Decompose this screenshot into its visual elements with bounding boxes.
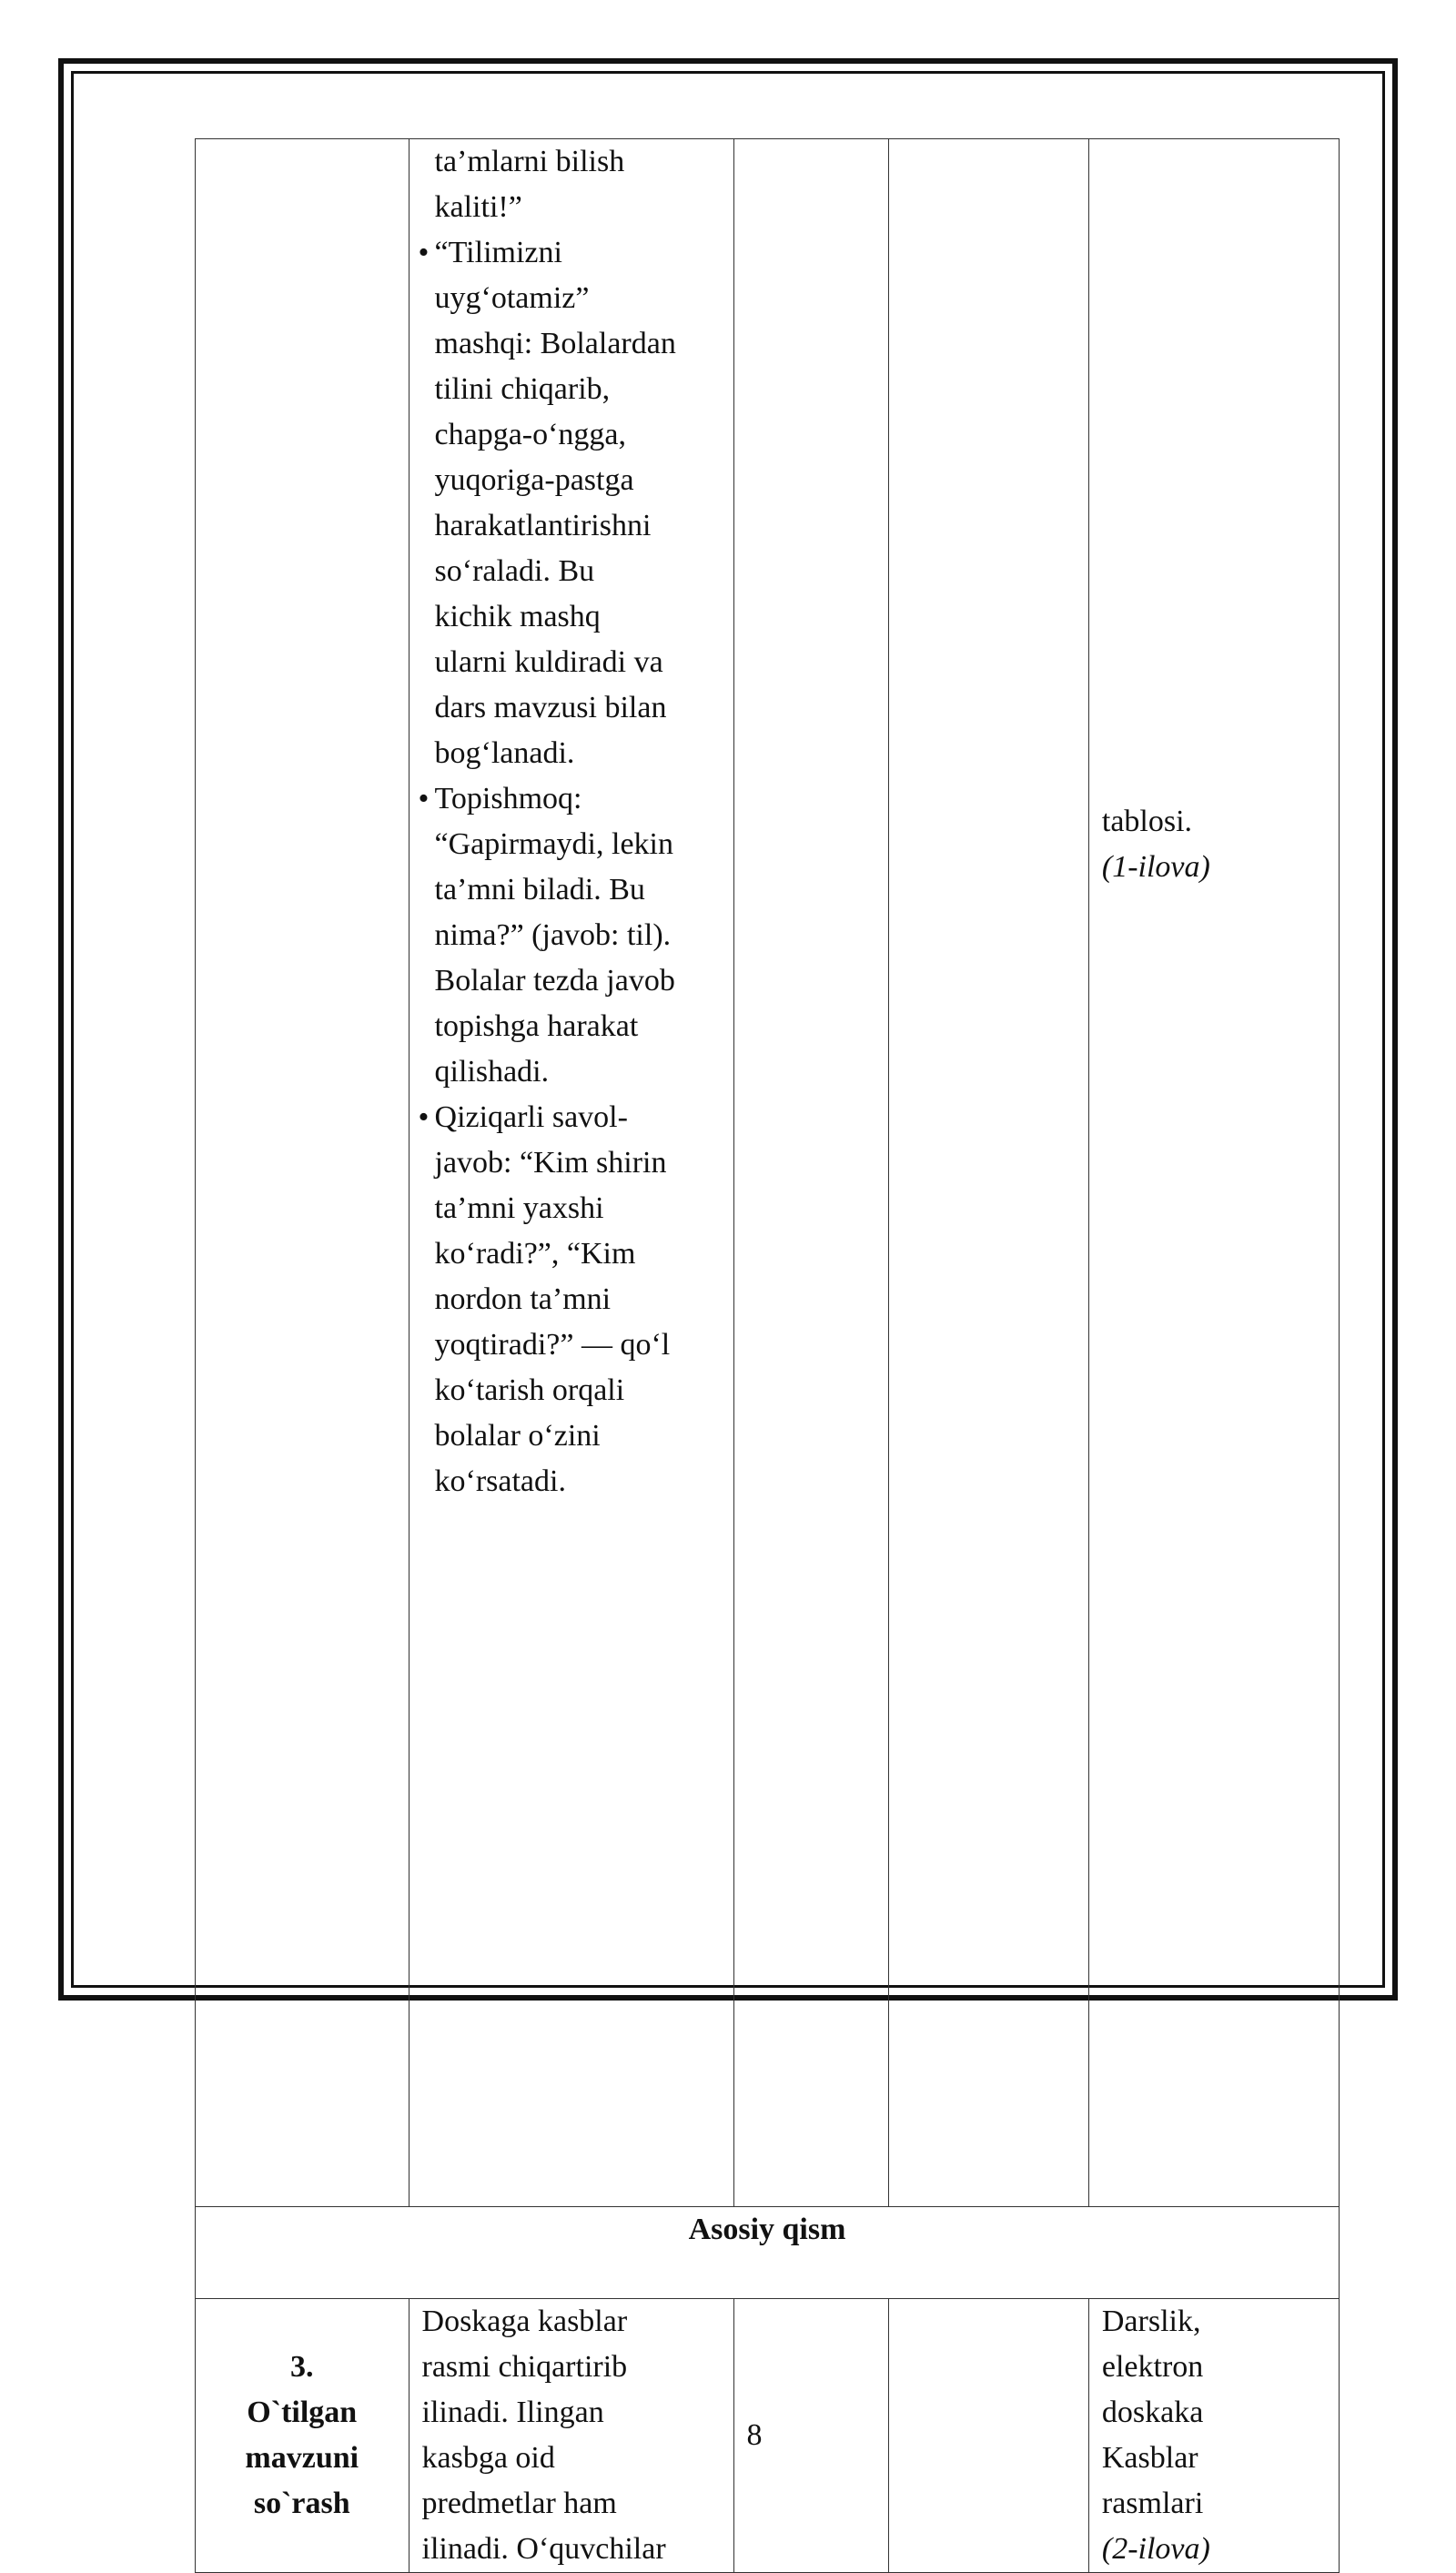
text-line: rasmi chiqartirib xyxy=(421,2350,628,2384)
method-cell xyxy=(888,2299,1088,2573)
section-title: Asosiy qism xyxy=(196,2207,1340,2299)
bullet-icon: • xyxy=(418,782,430,815)
text-line: ko‘radi?”, “Kim xyxy=(434,1237,636,1271)
text-line: O`tilgan xyxy=(247,2396,358,2429)
text-line: predmetlar ham xyxy=(421,2487,617,2520)
table-row xyxy=(196,2299,1340,2573)
text-line: Doskaga kasblar xyxy=(421,2305,628,2338)
text-line: dars mavzusi bilan xyxy=(434,691,667,724)
list-item xyxy=(418,776,733,1095)
text-line: mavzuni xyxy=(245,2441,359,2475)
text-line: bolalar o‘zini xyxy=(434,1419,601,1453)
text-line: so`rash xyxy=(253,2487,350,2520)
text-line: tablosi. xyxy=(1101,805,1193,838)
text-line: ko‘rsatadi. xyxy=(434,1464,566,1498)
text-line: ilinadi. O‘quvchilar xyxy=(421,2532,666,2566)
text-line: ta’mni yaxshi xyxy=(434,1191,604,1225)
text-line: mashqi: Bolalardan xyxy=(434,327,676,360)
text-line: so‘raladi. Bu xyxy=(434,554,595,588)
text-line: topishga harakat xyxy=(434,1009,639,1043)
stage-cell xyxy=(196,2299,410,2573)
text-line: kichik mashq xyxy=(434,600,601,633)
list-item xyxy=(418,1095,733,1504)
table-row xyxy=(196,139,1340,2207)
activity-cell xyxy=(409,139,733,2207)
text-line: ilinadi. Ilingan xyxy=(421,2396,604,2429)
text-line: harakatlantirishni xyxy=(434,509,652,542)
text-line: Qiziqarli savol- xyxy=(434,1100,628,1134)
text-line: chapga-o‘ngga, xyxy=(434,418,627,451)
text-line: rasmlari xyxy=(1101,2487,1204,2520)
text-line: javob: “Kim shirin xyxy=(434,1146,667,1180)
text-line: kaliti!” xyxy=(434,190,522,224)
text-line: ta’mlarni bilish xyxy=(434,145,625,178)
bullet-icon: • xyxy=(418,1100,430,1134)
text-line: “Gapirmaydi, lekin xyxy=(434,827,673,861)
text-line: yuqoriga-pastga xyxy=(434,463,634,497)
resource-cell xyxy=(1088,139,1339,2207)
lesson-plan-table xyxy=(195,138,1340,2573)
method-cell xyxy=(888,139,1088,2207)
text-line: Darslik, xyxy=(1101,2305,1201,2338)
appendix-ref: (1-ilova) xyxy=(1101,850,1210,884)
appendix-ref: (2-ilova) xyxy=(1101,2532,1210,2566)
time-cell xyxy=(733,139,888,2207)
text-line: tilini chiqarib, xyxy=(434,372,611,406)
text-line: elektron xyxy=(1101,2350,1204,2384)
text-line: doskaka xyxy=(1101,2396,1204,2429)
text-line: uyg‘otamiz” xyxy=(434,281,590,315)
time-cell: 8 xyxy=(733,2299,888,2573)
text-line: ularni kuldiradi va xyxy=(434,645,663,679)
section-row xyxy=(196,2207,1340,2299)
text-line: Kasblar xyxy=(1101,2441,1198,2475)
text-line: ta’mni biladi. Bu xyxy=(434,873,645,907)
text-line: nordon ta’mni xyxy=(434,1282,612,1316)
text-line: bog‘lanadi. xyxy=(434,736,575,770)
text-line: 3. xyxy=(290,2350,314,2384)
text-line: yoqtiradi?” — qo‘l xyxy=(434,1328,671,1362)
text-line: qilishadi. xyxy=(434,1055,550,1089)
resource-cell xyxy=(1088,2299,1339,2573)
activity-continuation xyxy=(410,139,733,230)
text-line: kasbga oid xyxy=(421,2441,555,2475)
text-line: nima?” (javob: til). xyxy=(434,918,672,952)
list-item xyxy=(418,230,733,776)
text-line: “Tilimizni xyxy=(434,236,562,269)
activity-list xyxy=(410,230,733,1504)
text-line: Bolalar tezda javob xyxy=(434,964,675,998)
stage-cell xyxy=(196,139,410,2207)
bullet-icon: • xyxy=(418,236,430,269)
activity-cell xyxy=(409,2299,733,2573)
text-line: Topishmoq: xyxy=(434,782,582,815)
text-line: ko‘tarish orqali xyxy=(434,1373,625,1407)
